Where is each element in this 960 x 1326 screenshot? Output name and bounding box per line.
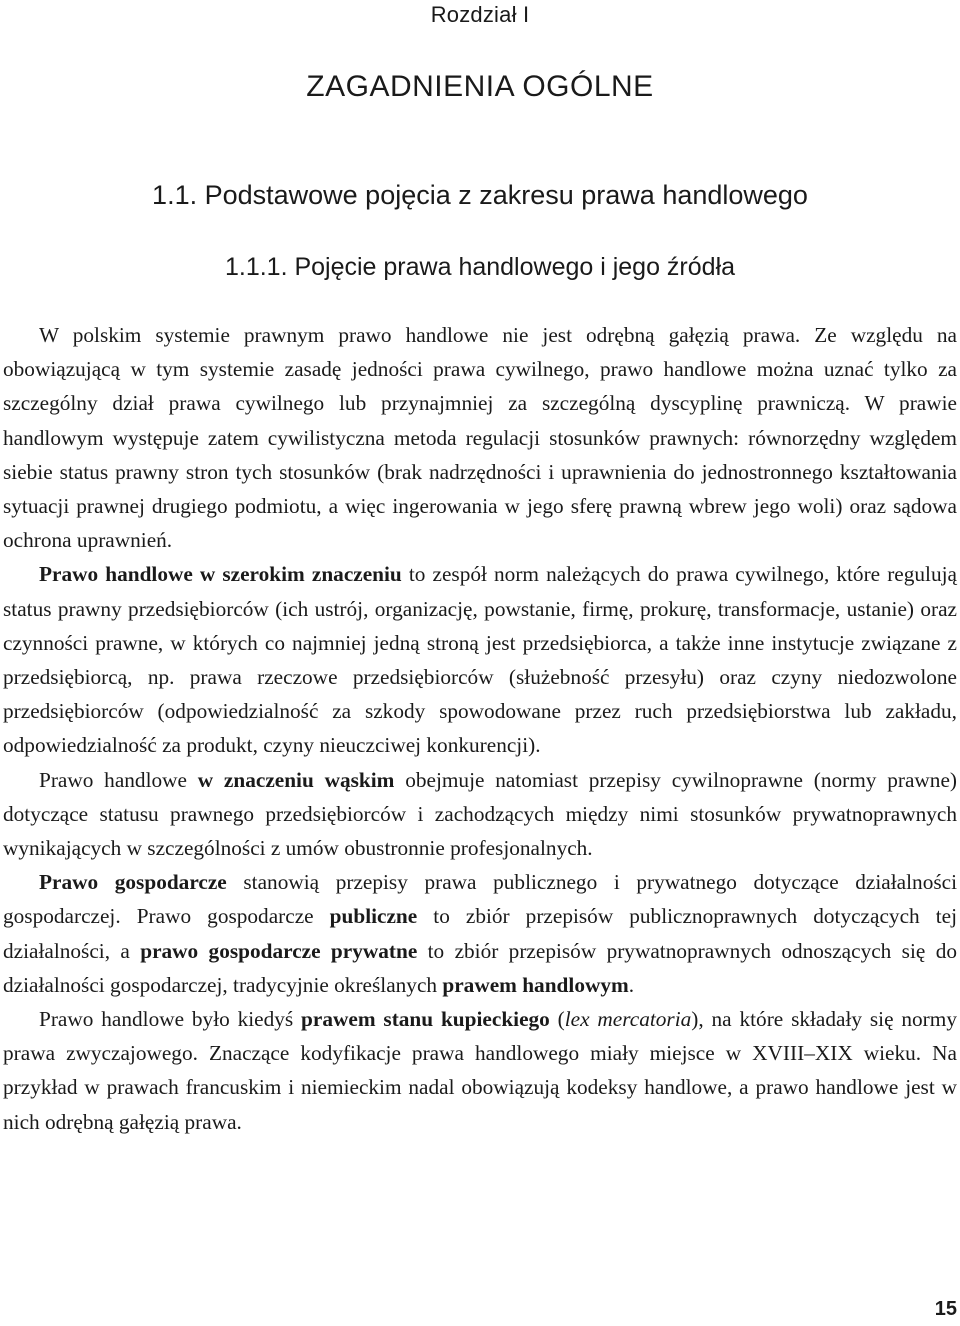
term-lex-mercatoria: lex mercatoria (564, 1007, 692, 1032)
term-public: publiczne (329, 904, 418, 929)
term-broad-meaning: Prawo handlowe w szerokim znaczeniu (39, 562, 402, 587)
paragraph-4-text-1: stanowią przepisy prawa publicznego i prywatnego dotyczące działalności gospodarczej. Prawo gospodarcze (3, 870, 957, 929)
page-number: 15 (934, 1298, 957, 1320)
paragraph-3-lead: Prawo handlowe (39, 767, 198, 792)
paragraph-3-text: obejmuje natomiast przepisy cywilnoprawne (normy prawne) dotyczące statusu prawnego przedsiębiorców i zachodzących między nimi stosunków prywatnoprawnych wynikających w szczególności z umów obustronnie profesjonalnych. (3, 767, 957, 861)
paragraph-5 (3, 1002, 957, 1139)
paragraph-2-text: to zespół norm należących do prawa cywilnego, które regulują status prawny przedsiębiorców (ich ustrój, organizację, powstanie, firmę, prokurę, transformacje, ustanie) oraz czynności prawne, w których co najmniej jedną stroną jest przedsiębiorca, a także inne instytucje związane z przedsiębiorcą, np. prawa rzeczowe przedsiębiorców (służebność przesyłu) oraz czyny niedozwolone przedsiębiorców (odpowiedzialność za szkody spowodowane przez ruch przedsiębiorstwa lub zakładu, odpowiedzialność za produkt, czyny nieuczciwej konkurencji). (3, 562, 957, 758)
body-text (3, 318, 957, 1139)
paragraph-5-text: ), na które składały się normy prawa zwyczajowego. Znaczące kodyfikacje prawa handlowego miały miejsce w XVIII–XIX wieku. Na przykład w prawach francuskim i niemieckim nadal obowiązują kodeksy handlowe, a prawo handlowe jest w nich odrębną gałęzią prawa. (3, 1007, 957, 1134)
term-narrow-meaning: w znaczeniu wąskim (197, 767, 395, 792)
term-commercial-law: prawem handlowym (442, 972, 629, 997)
paragraph-3 (3, 763, 957, 866)
paragraph-4-text-4: . (628, 972, 635, 997)
paragraph-5-lead: Prawo handlowe było kiedyś (39, 1007, 302, 1032)
paragraph-1 (3, 318, 957, 557)
term-private-economic-law: prawo gospodarcze prywatne (140, 938, 418, 963)
chapter-label: Rozdział I (430, 2, 530, 27)
paragraph-4-text-2: to zbiór przepisów publicznoprawnych dotyczących tej działalności, a (3, 904, 957, 963)
chapter-title: ZAGADNIENIA OGÓLNE (306, 70, 654, 103)
subsection-title: 1.1.1. Pojęcie prawa handlowego i jego źródła (224, 253, 736, 281)
term-merchant-law: prawem stanu kupieckiego (301, 1007, 550, 1032)
term-economic-law: Prawo gospodarcze (39, 870, 227, 895)
paragraph-4 (3, 865, 957, 1002)
paragraph-4-text-3: to zbiór przepisów prywatnoprawnych odnoszących się do działalności gospodarczej, tradycyjnie określanych (3, 938, 957, 997)
paragraph-5-paren-open: ( (549, 1007, 565, 1032)
paragraph-2 (3, 557, 957, 762)
section-title: 1.1. Podstawowe pojęcia z zakresu prawa handlowego (152, 180, 808, 210)
paragraph-1-text: W polskim systemie prawnym prawo handlowe nie jest odrębną gałęzią prawa. Ze względu na obowiązującą w tym systemie zasadę jedności prawa cywilnego, prawo handlowe można uznać tylko za szczególny dział prawa cywilnego lub przynajmniej za szczególną dyscyplinę prawniczą. W prawie handlowym występuje zatem cywilistyczna metoda regulacji stosunków prawnych: równorzędny względem siebie status prawny stron tych stosunków (brak nadrzędności i uprawnienia do jednostronnego kształtowania sytuacji prawnej drugiego podmiotu, a więc ingerowania w jego sferę prawną wbrew jego woli) oraz sądowa ochrona uprawnień. (3, 323, 957, 553)
